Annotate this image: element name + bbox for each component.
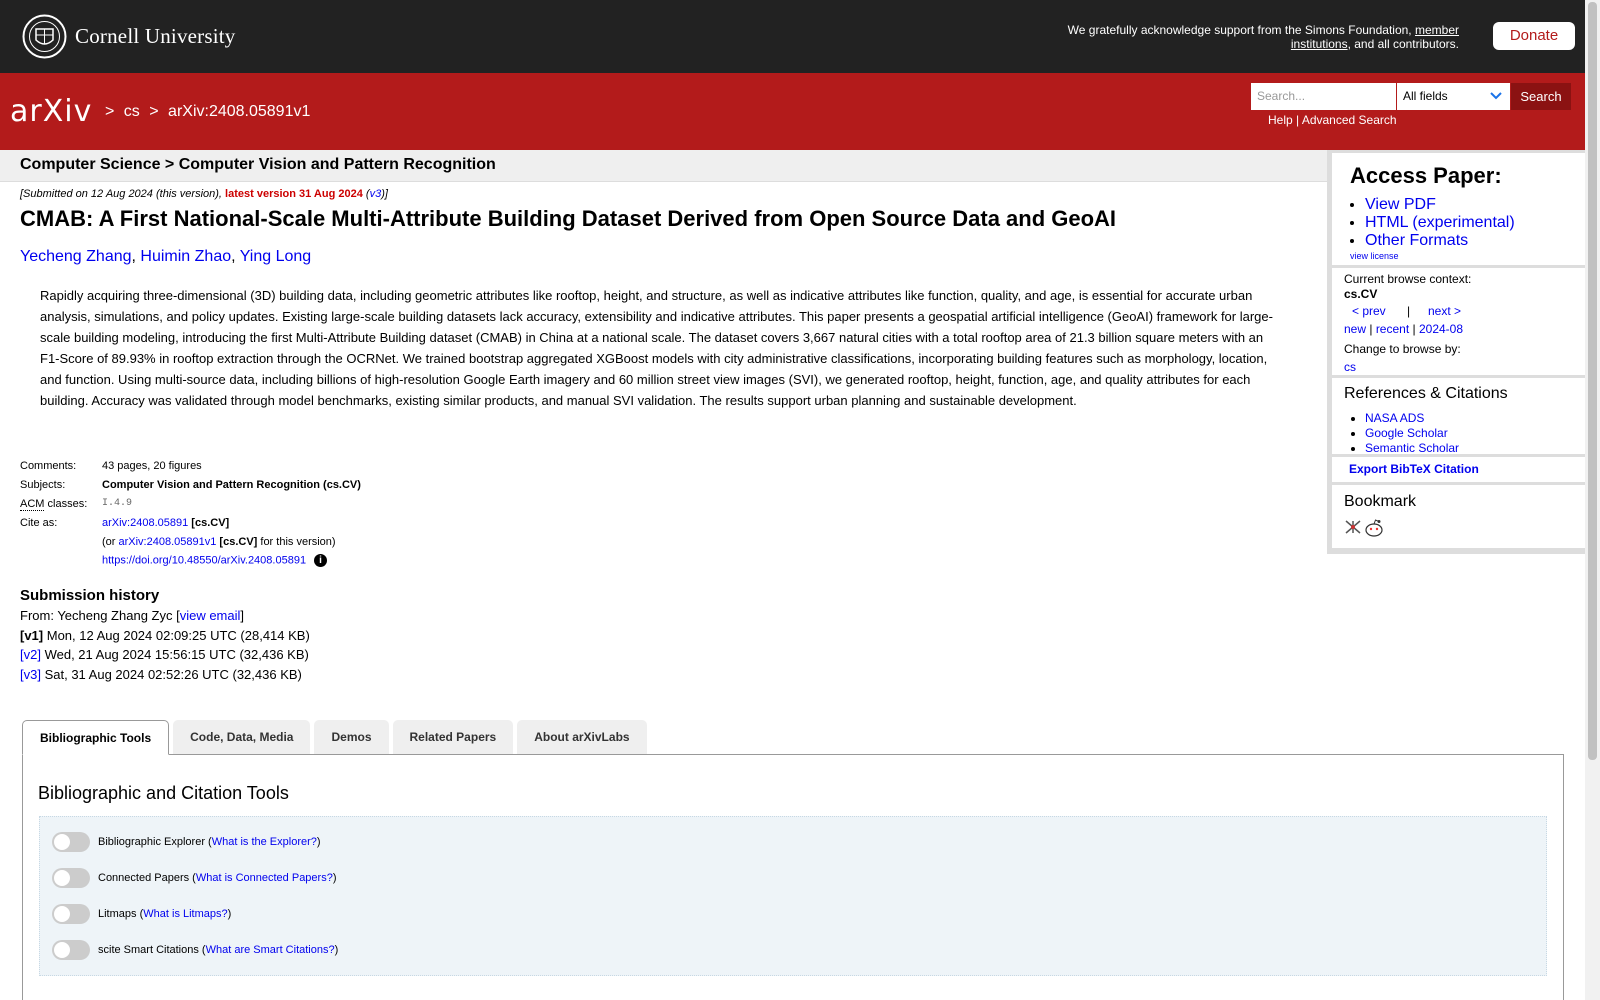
cite-id-link[interactable]: arXiv:2408.05891 <box>102 516 189 529</box>
semantic-scholar-link[interactable]: Semantic Scholar <box>1365 441 1460 455</box>
view-email-link[interactable]: view email <box>179 608 241 623</box>
submission-history <box>20 587 310 686</box>
subjects-label: Subjects: <box>20 478 66 491</box>
cite-v1-category: [cs.CV] <box>219 535 258 548</box>
arxiv-logo-text: arXiv <box>10 94 93 129</box>
cite-row <box>20 513 361 532</box>
cite-label: Cite as: <box>20 516 58 529</box>
export-bibtex-link[interactable]: Export BibTeX Citation <box>1349 462 1479 476</box>
search-field-value: All fields <box>1403 89 1448 103</box>
change-browse-label: Change to browse by: <box>1344 342 1461 356</box>
comments-value: 43 pages, 20 figures <box>102 459 202 472</box>
refs-heading: References & Citations <box>1344 385 1508 402</box>
version-info: Wed, 21 Aug 2024 15:56:15 UTC (32,436 KB) <box>40 647 309 662</box>
nasa-ads-link[interactable]: NASA ADS <box>1365 411 1425 425</box>
doi-row <box>20 551 361 570</box>
view-pdf-link[interactable]: View PDF <box>1365 196 1436 213</box>
connected-papers-toggle[interactable] <box>52 868 90 888</box>
context-label: Current browse context: <box>1344 272 1472 286</box>
author-link[interactable]: Huimin Zhao <box>140 248 232 265</box>
bibsonomy-icon[interactable] <box>1344 519 1362 535</box>
scite-toggle[interactable] <box>52 940 90 960</box>
acm-label <box>20 498 102 510</box>
author-link[interactable]: Yecheng Zhang <box>20 248 132 265</box>
tool-row: Litmaps ( What is Litmaps? ) <box>52 904 231 924</box>
cornell-wordmark: Cornell University <box>75 24 236 48</box>
chevron-down-icon <box>1490 89 1502 103</box>
refs-links <box>1365 411 1459 456</box>
version-row <box>20 628 310 648</box>
version-link[interactable]: [v2] <box>20 647 41 662</box>
prev-link[interactable]: < prev <box>1352 304 1386 318</box>
cite-v1-link[interactable]: arXiv:2408.05891v1 <box>118 535 217 548</box>
help-sep: | <box>1292 113 1302 127</box>
advanced-search-link[interactable]: Advanced Search <box>1301 113 1397 127</box>
latest-version: latest version 31 Aug 2024 <box>225 188 363 200</box>
view-license-link[interactable]: view license <box>1350 251 1399 261</box>
cite-category: [cs.CV] <box>191 516 230 529</box>
access-heading: Access Paper: <box>1350 163 1502 188</box>
bibtex-block <box>1332 457 1590 482</box>
bookmark-heading: Bookmark <box>1344 493 1417 510</box>
tool-label: Connected Papers <box>98 872 190 884</box>
access-links <box>1365 196 1515 250</box>
from-suffix: ] <box>240 608 245 623</box>
tool-help-link[interactable]: What is the Explorer? <box>211 836 317 848</box>
category-heading: Computer Science > Computer Vision and Pattern Recognition <box>20 156 496 173</box>
breadcrumb-cs[interactable]: cs <box>123 103 140 120</box>
breadcrumb-sep: > <box>149 103 159 120</box>
metadata-table <box>20 456 361 570</box>
tool-help-link[interactable]: What is Litmaps? <box>143 908 228 920</box>
references-block <box>1332 378 1590 454</box>
author-link[interactable]: Ying Long <box>239 248 312 265</box>
next-link[interactable]: next > <box>1428 304 1462 318</box>
comments-row <box>20 456 361 475</box>
tab-about-arxivlabs[interactable]: About arXivLabs <box>517 720 646 754</box>
doi-link[interactable]: https://doi.org/10.48550/arXiv.2408.05891 <box>102 554 307 567</box>
acm-value: I.4.9 <box>102 498 133 509</box>
member-institutions-link[interactable]: member institutions <box>1290 23 1459 51</box>
support-text: We gratefully acknowledge support from the Simons Foundation, <box>1067 23 1412 37</box>
version-info: Mon, 12 Aug 2024 02:09:25 UTC (28,414 KB) <box>43 627 310 643</box>
support-message <box>1039 23 1459 51</box>
arxiv-logo[interactable] <box>10 93 100 133</box>
access-paper-block <box>1332 153 1590 265</box>
dateline-prefix: [Submitted on 12 Aug 2024 (this version), <box>20 188 226 200</box>
scrollbar-thumb[interactable] <box>1588 2 1597 760</box>
tool-row: Connected Papers ( What is Connected Papers? ) <box>52 868 337 888</box>
search-input[interactable]: Search... <box>1251 83 1396 110</box>
version-tag: [v1] <box>20 627 44 643</box>
arxiv-header <box>0 73 1585 150</box>
prev-next-sep: | <box>1407 304 1411 318</box>
tools-heading: Bibliographic and Citation Tools <box>38 783 289 803</box>
tool-row: scite Smart Citations ( What are Smart Citations? ) <box>52 940 338 960</box>
other-formats-link[interactable]: Other Formats <box>1365 232 1469 249</box>
info-icon[interactable]: i <box>314 554 327 567</box>
tool-help-link[interactable]: What is Connected Papers? <box>195 872 333 884</box>
recent-link[interactable]: recent <box>1375 322 1410 336</box>
latest-version-link[interactable]: v3 <box>369 188 382 200</box>
tab-bibliographic-tools[interactable]: Bibliographic Tools <box>22 720 169 755</box>
version-row <box>20 647 310 667</box>
cornell-bar <box>0 0 1585 73</box>
category-bar <box>0 150 1327 182</box>
reddit-icon[interactable] <box>1364 519 1384 537</box>
author-list: Yecheng Zhang, Huimin Zhao, Ying Long <box>20 248 312 265</box>
right-sidebar <box>1327 150 1586 554</box>
tab-demos[interactable]: Demos <box>314 720 388 754</box>
cornell-seal-icon <box>22 14 67 59</box>
cite-or-suffix: for this version) <box>257 535 336 548</box>
subjects-row <box>20 475 361 494</box>
tool-label: Litmaps <box>98 908 137 920</box>
page-scrollbar[interactable] <box>1585 0 1600 1000</box>
acm-suffix: classes: <box>44 497 88 510</box>
history-heading: Submission history <box>20 587 160 604</box>
cite-version-row <box>20 532 361 551</box>
cornell-logo[interactable] <box>22 14 236 59</box>
tab-panel <box>22 754 1564 1000</box>
acm-abbr: ACM <box>20 497 45 510</box>
version-row <box>20 667 310 687</box>
help-link[interactable]: Help <box>1268 113 1293 127</box>
browse-nav: new | recent | 2024-08 <box>1344 322 1464 336</box>
browse-context-block <box>1332 268 1590 375</box>
tool-row: Bibliographic Explorer ( What is the Explorer? ) <box>52 832 321 852</box>
history-from <box>20 608 310 628</box>
subjects-value: Computer Vision and Pattern Recognition (cs.CV) <box>102 478 361 491</box>
html-link[interactable]: HTML (experimental) <box>1365 214 1515 231</box>
acm-row <box>20 494 361 513</box>
new-link[interactable]: new <box>1344 322 1367 336</box>
tab-code-data-media[interactable]: Code, Data, Media <box>173 720 310 754</box>
search-field-select[interactable] <box>1397 83 1510 110</box>
tool-help-link[interactable]: What are Smart Citations? <box>205 944 335 956</box>
breadcrumb <box>105 103 315 121</box>
tools-box <box>39 816 1547 976</box>
labs-tabs <box>22 720 651 755</box>
paper-title: CMAB: A First National-Scale Multi-Attribute Building Dataset Derived from Open Source Data and GeoAI <box>20 206 1117 231</box>
tab-related-papers[interactable]: Related Papers <box>393 720 514 754</box>
tool-label: scite Smart Citations <box>98 944 199 956</box>
breadcrumb-paper-id: arXiv:2408.05891v1 <box>168 103 311 120</box>
version-link[interactable]: [v3] <box>20 666 41 682</box>
search-button[interactable]: Search <box>1511 83 1571 110</box>
litmaps-toggle[interactable] <box>52 904 90 924</box>
tool-label: Bibliographic Explorer <box>98 836 205 848</box>
cite-or-prefix: (or <box>102 535 119 548</box>
help-links <box>1268 113 1397 127</box>
dateline-suffix: )] <box>381 188 388 200</box>
explorer-toggle[interactable] <box>52 832 90 852</box>
month-link[interactable]: 2024-08 <box>1418 322 1464 336</box>
abstract: Rapidly acquiring three-dimensional (3D) building data, including geometric attributes like rooftop, height, and structure, as well as indicative attributes like function, quality, and age, is essential for accurate urban analysis, simulations, and policy updates. Existing large-scale building datasets lack accuracy, extensibility and indicative attributes. This paper presents a geospatial artificial intelligence (GeoAI) framework for large-scale building modeling, introducing the first Multi-Attribute Building dataset (CMAB) in China at a national scale. The dataset covers 3,667 natural cities with a total rooftop area of 21.3 billion square meters with an F1-Score of 89.93% in rooftop extraction through the OCRNet. We trained bootstrap aggregated XGBoost models with city administrative classifications, incorporating building features such as morphology, location, and function. Using multi-source data, including billions of high-resolution Google Earth imagery and 60 million street view images (SVI), we generated rooftop, height, function, age, and quality attributes for each building. Accuracy was validated through model benchmarks, existing similar products, and manual SVI validation. The results support urban planning and sustainable development. <box>40 288 1273 408</box>
breadcrumb-sep: > <box>105 103 115 120</box>
browse-cs-link[interactable]: cs <box>1344 360 1356 374</box>
comments-label: Comments: <box>20 459 77 472</box>
google-scholar-link[interactable]: Google Scholar <box>1365 426 1448 440</box>
bookmark-icons <box>1344 519 1384 537</box>
context-value: cs.CV <box>1344 287 1378 301</box>
donate-button[interactable]: Donate <box>1493 22 1575 50</box>
submission-dateline: [Submitted on 12 Aug 2024 (this version), latest version 31 Aug 2024 (v3)] <box>20 188 388 200</box>
bookmark-block <box>1332 485 1590 548</box>
version-info: Sat, 31 Aug 2024 02:52:26 UTC (32,436 KB) <box>40 666 302 682</box>
from-prefix: From: Yecheng Zhang Zyc [ <box>20 608 180 623</box>
support-tail: , and all contributors. <box>1347 37 1459 51</box>
